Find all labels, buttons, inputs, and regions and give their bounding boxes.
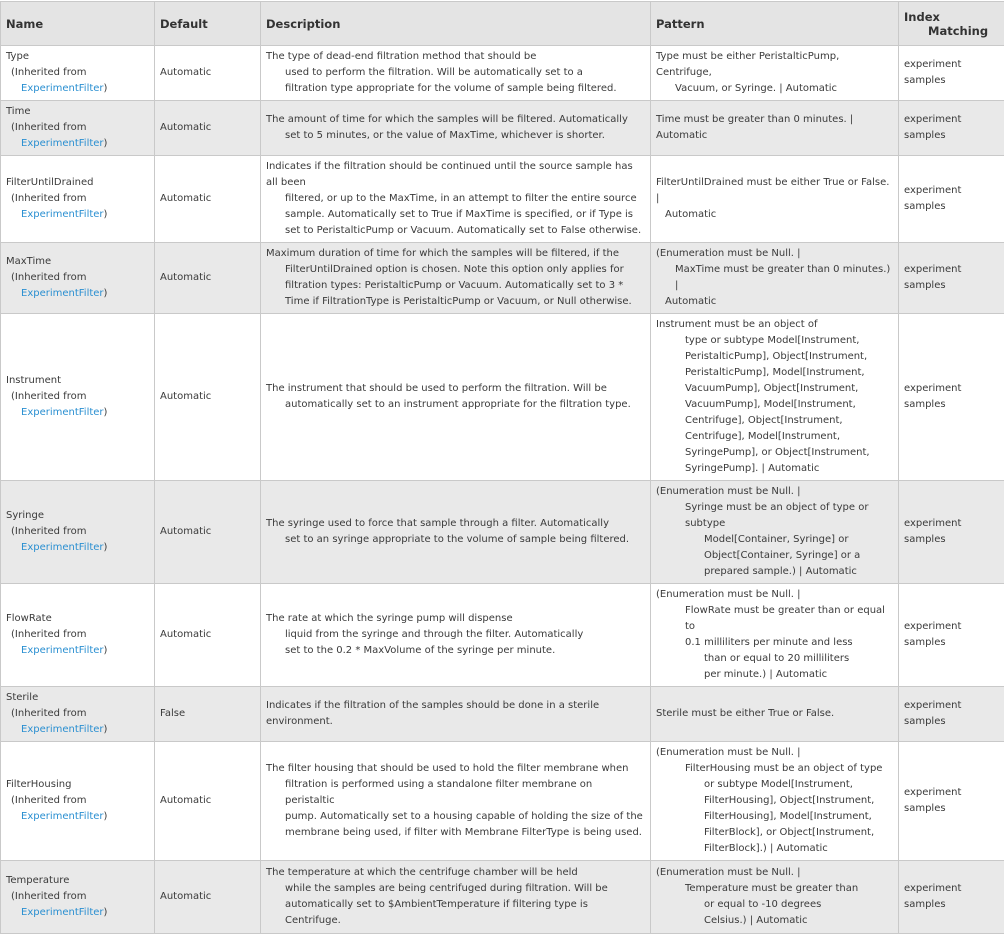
option-description <box>261 742 651 861</box>
pattern-line: FilterHousing], Object[Instrument, <box>656 793 893 809</box>
option-pattern <box>651 46 899 101</box>
pattern-line: (Enumeration must be Null. | <box>656 587 893 603</box>
description-line: The rate at which the syringe pump will dispense <box>266 611 645 627</box>
pattern-line: Centrifuge], Object[Instrument, <box>656 413 893 429</box>
description-line: membrane being used, if filter with Membrane FilterType is being used. <box>266 825 645 841</box>
description-line: The amount of time for which the samples will be filtered. Automatically <box>266 112 645 128</box>
inherited-prefix: (Inherited from <box>11 272 86 283</box>
option-index-matching: experiment samples <box>899 861 1004 934</box>
option-name-cell <box>1 314 155 481</box>
inherited-suffix: ) <box>104 542 108 553</box>
option-description <box>261 861 651 934</box>
description-line: while the samples are being centrifuged during filtration. Will be <box>266 881 645 897</box>
inherited-prefix: (Inherited from <box>11 891 86 902</box>
description-line: The filter housing that should be used to hold the filter membrane when <box>266 761 645 777</box>
inherited-prefix: (Inherited from <box>11 526 86 537</box>
pattern-line: Syringe must be an object of type or subtype <box>656 500 893 532</box>
option-name-cell <box>1 742 155 861</box>
inherited-note <box>6 627 149 659</box>
pattern-line: prepared sample.) | Automatic <box>656 564 893 580</box>
inherited-note <box>6 65 149 97</box>
header-index-matching: Index Matching <box>899 2 1004 46</box>
inherited-prefix: (Inherited from <box>11 67 86 78</box>
option-name: FilterUntilDrained <box>6 175 149 191</box>
option-pattern <box>651 481 899 584</box>
experiment-filter-link[interactable]: ExperimentFilter <box>11 907 104 918</box>
option-name: Time <box>6 104 149 120</box>
description-line: FilterUntilDrained option is chosen. Note this option only applies for <box>266 262 645 278</box>
option-name-cell <box>1 101 155 156</box>
option-description <box>261 314 651 481</box>
experiment-filter-link[interactable]: ExperimentFilter <box>11 407 104 418</box>
inherited-note <box>6 706 149 738</box>
option-pattern <box>651 243 899 314</box>
option-name-cell <box>1 584 155 687</box>
inherited-prefix: (Inherited from <box>11 708 86 719</box>
option-name: Syringe <box>6 508 149 524</box>
option-pattern <box>651 156 899 243</box>
inherited-prefix: (Inherited from <box>11 122 86 133</box>
description-line: Maximum duration of time for which the samples will be filtered, if the <box>266 246 645 262</box>
experiment-filter-link[interactable]: ExperimentFilter <box>11 542 104 553</box>
pattern-line: Automatic <box>656 294 893 310</box>
option-pattern <box>651 687 899 742</box>
description-line: liquid from the syringe and through the filter. Automatically <box>266 627 645 643</box>
experiment-filter-link[interactable]: ExperimentFilter <box>11 724 104 735</box>
pattern-line: VacuumPump], Model[Instrument, <box>656 397 893 413</box>
option-name: FilterHousing <box>6 777 149 793</box>
table-row <box>1 584 1004 687</box>
option-name-cell <box>1 687 155 742</box>
pattern-line: type or subtype Model[Instrument, <box>656 333 893 349</box>
description-line: set to an syringe appropriate to the volume of sample being filtered. <box>266 532 645 548</box>
option-name: Sterile <box>6 690 149 706</box>
pattern-line: Instrument must be an object of <box>656 317 893 333</box>
option-description <box>261 46 651 101</box>
inherited-prefix: (Inherited from <box>11 795 86 806</box>
pattern-line: SyringePump], or Object[Instrument, <box>656 445 893 461</box>
description-line: Time if FiltrationType is PeristalticPump or Vacuum, or Null otherwise. <box>266 294 645 310</box>
option-index-matching: experiment samples <box>899 46 1004 101</box>
inherited-prefix: (Inherited from <box>11 391 86 402</box>
pattern-line: (Enumeration must be Null. | <box>656 484 893 500</box>
option-name: Type <box>6 49 149 65</box>
description-line: filtration types: PeristalticPump or Vacuum. Automatically set to 3 * <box>266 278 645 294</box>
pattern-line: FilterBlock].) | Automatic <box>656 841 893 857</box>
inherited-suffix: ) <box>104 209 108 220</box>
pattern-line: than or equal to 20 milliliters <box>656 651 893 667</box>
inherited-suffix: ) <box>104 407 108 418</box>
option-name-cell <box>1 46 155 101</box>
table-row <box>1 46 1004 101</box>
description-line: set to the 0.2 * MaxVolume of the syringe per minute. <box>266 643 645 659</box>
option-index-matching: experiment samples <box>899 243 1004 314</box>
option-description <box>261 687 651 742</box>
option-default: False <box>155 687 261 742</box>
header-description: Description <box>261 2 651 46</box>
option-index-matching: experiment samples <box>899 584 1004 687</box>
inherited-suffix: ) <box>104 83 108 94</box>
option-pattern <box>651 314 899 481</box>
pattern-line: FilterHousing], Model[Instrument, <box>656 809 893 825</box>
pattern-line: PeristalticPump], Object[Instrument, <box>656 349 893 365</box>
option-pattern <box>651 861 899 934</box>
pattern-line: SyringePump]. | Automatic <box>656 461 893 477</box>
option-description <box>261 481 651 584</box>
options-table <box>0 1 1004 934</box>
option-index-matching: experiment samples <box>899 156 1004 243</box>
option-default: Automatic <box>155 46 261 101</box>
option-default: Automatic <box>155 481 261 584</box>
description-line: used to perform the filtration. Will be automatically set to a <box>266 65 645 81</box>
option-name: Instrument <box>6 373 149 389</box>
table-row <box>1 742 1004 861</box>
option-name: Temperature <box>6 873 149 889</box>
option-index-matching: experiment samples <box>899 742 1004 861</box>
pattern-line: (Enumeration must be Null. | <box>656 246 893 262</box>
header-default: Default <box>155 2 261 46</box>
description-line: Indicates if the filtration should be continued until the source sample has all been <box>266 159 645 191</box>
header-row <box>1 2 1004 46</box>
table-row <box>1 101 1004 156</box>
pattern-line: (Enumeration must be Null. | <box>656 745 893 761</box>
option-description <box>261 243 651 314</box>
option-description <box>261 156 651 243</box>
option-pattern <box>651 584 899 687</box>
pattern-line: Vacuum, or Syringe. | Automatic <box>656 81 893 97</box>
pattern-line: (Enumeration must be Null. | <box>656 865 893 881</box>
description-line: filtration type appropriate for the volume of sample being filtered. <box>266 81 645 97</box>
table-row <box>1 156 1004 243</box>
inherited-note <box>6 191 149 223</box>
option-default: Automatic <box>155 101 261 156</box>
inherited-note <box>6 270 149 302</box>
pattern-line: MaxTime must be greater than 0 minutes.) | <box>656 262 893 294</box>
header-name: Name <box>1 2 155 46</box>
inherited-note <box>6 389 149 421</box>
option-name-cell <box>1 861 155 934</box>
option-default: Automatic <box>155 243 261 314</box>
experiment-filter-link[interactable]: ExperimentFilter <box>11 138 104 149</box>
option-index-matching: experiment samples <box>899 481 1004 584</box>
option-name-cell <box>1 481 155 584</box>
description-line: The instrument that should be used to perform the filtration. Will be <box>266 381 645 397</box>
pattern-line: Celsius.) | Automatic <box>656 913 893 929</box>
pattern-line: PeristalticPump], Model[Instrument, <box>656 365 893 381</box>
option-pattern <box>651 742 899 861</box>
pattern-line: per minute.) | Automatic <box>656 667 893 683</box>
description-line: set to PeristalticPump or Vacuum. Automatically set to False otherwise. <box>266 223 645 239</box>
table-row <box>1 687 1004 742</box>
pattern-line: FilterUntilDrained must be either True or False. | <box>656 175 893 207</box>
description-line: set to 5 minutes, or the value of MaxTime, whichever is shorter. <box>266 128 645 144</box>
inherited-prefix: (Inherited from <box>11 629 86 640</box>
option-index-matching: experiment samples <box>899 314 1004 481</box>
inherited-suffix: ) <box>104 724 108 735</box>
description-line: automatically set to $AmbientTemperature if filtering type is Centrifuge. <box>266 897 645 929</box>
option-index-matching: experiment samples <box>899 101 1004 156</box>
table-row <box>1 314 1004 481</box>
option-default: Automatic <box>155 861 261 934</box>
option-name: FlowRate <box>6 611 149 627</box>
pattern-line: Centrifuge], Model[Instrument, <box>656 429 893 445</box>
inherited-note <box>6 524 149 556</box>
experiment-filter-link[interactable]: ExperimentFilter <box>11 209 104 220</box>
option-name: MaxTime <box>6 254 149 270</box>
pattern-line: 0.1 milliliters per minute and less <box>656 635 893 651</box>
description-line: The type of dead-end filtration method that should be <box>266 49 645 65</box>
pattern-line: Model[Container, Syringe] or <box>656 532 893 548</box>
description-line: The temperature at which the centrifuge chamber will be held <box>266 865 645 881</box>
option-default: Automatic <box>155 314 261 481</box>
header-pattern: Pattern <box>651 2 899 46</box>
table-row <box>1 481 1004 584</box>
option-default: Automatic <box>155 156 261 243</box>
description-line: Indicates if the filtration of the samples should be done in a sterile environment. <box>266 698 645 730</box>
pattern-line: Automatic <box>656 207 893 223</box>
pattern-line: VacuumPump], Object[Instrument, <box>656 381 893 397</box>
pattern-line: or subtype Model[Instrument, <box>656 777 893 793</box>
description-line: automatically set to an instrument appropriate for the filtration type. <box>266 397 645 413</box>
pattern-line: Time must be greater than 0 minutes. | Automatic <box>656 112 893 144</box>
option-description <box>261 101 651 156</box>
description-line: The syringe used to force that sample through a filter. Automatically <box>266 516 645 532</box>
pattern-line: FlowRate must be greater than or equal to <box>656 603 893 635</box>
option-default: Automatic <box>155 584 261 687</box>
experiment-filter-link[interactable]: ExperimentFilter <box>11 645 104 656</box>
inherited-suffix: ) <box>104 811 108 822</box>
inherited-suffix: ) <box>104 138 108 149</box>
pattern-line: Temperature must be greater than <box>656 881 893 897</box>
description-line: filtered, or up to the MaxTime, in an attempt to filter the entire source <box>266 191 645 207</box>
description-line: filtration is performed using a standalone filter membrane on peristaltic <box>266 777 645 809</box>
inherited-note <box>6 120 149 152</box>
option-pattern <box>651 101 899 156</box>
option-default: Automatic <box>155 742 261 861</box>
description-line: pump. Automatically set to a housing capable of holding the size of the <box>266 809 645 825</box>
inherited-suffix: ) <box>104 907 108 918</box>
option-description <box>261 584 651 687</box>
pattern-line: Sterile must be either True or False. <box>656 706 893 722</box>
inherited-suffix: ) <box>104 288 108 299</box>
experiment-filter-link[interactable]: ExperimentFilter <box>11 83 104 94</box>
pattern-line: Type must be either PeristalticPump, Centrifuge, <box>656 49 893 81</box>
experiment-filter-link[interactable]: ExperimentFilter <box>11 288 104 299</box>
inherited-prefix: (Inherited from <box>11 193 86 204</box>
table-row <box>1 243 1004 314</box>
description-line: sample. Automatically set to True if MaxTime is specified, or if Type is <box>266 207 645 223</box>
option-name-cell <box>1 243 155 314</box>
option-name-cell <box>1 156 155 243</box>
pattern-line: Object[Container, Syringe] or a <box>656 548 893 564</box>
pattern-line: FilterBlock], or Object[Instrument, <box>656 825 893 841</box>
option-index-matching: experiment samples <box>899 687 1004 742</box>
experiment-filter-link[interactable]: ExperimentFilter <box>11 811 104 822</box>
pattern-line: or equal to -10 degrees <box>656 897 893 913</box>
inherited-note <box>6 889 149 921</box>
inherited-note <box>6 793 149 825</box>
inherited-suffix: ) <box>104 645 108 656</box>
pattern-line: FilterHousing must be an object of type <box>656 761 893 777</box>
table-row <box>1 861 1004 934</box>
